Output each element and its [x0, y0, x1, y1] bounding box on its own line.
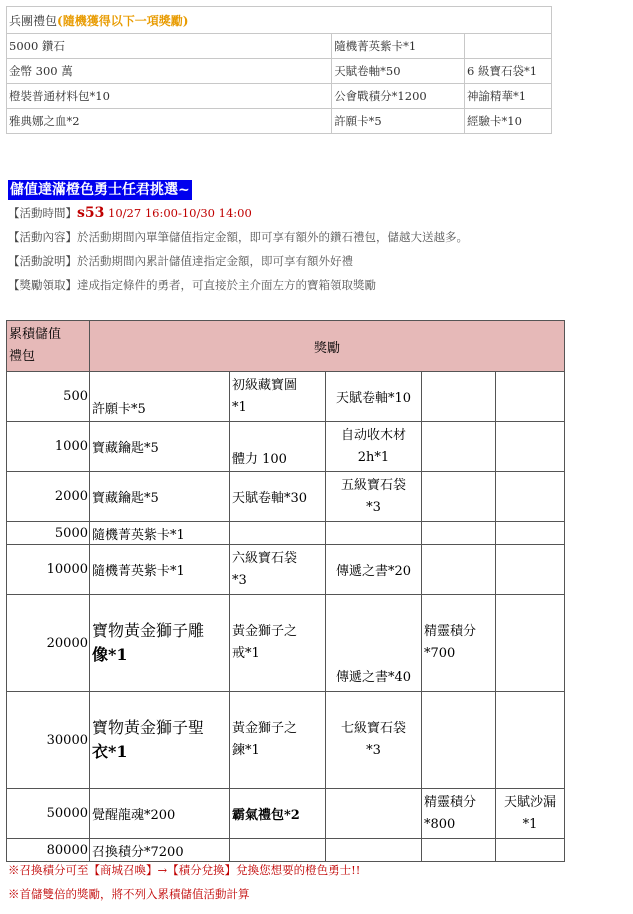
gift-cell: 隨機菁英紫卡*1	[332, 34, 465, 59]
amount-cell: 2000	[7, 472, 90, 522]
empty-cell	[422, 422, 496, 472]
gift-cell	[465, 34, 552, 59]
event-content-label: 【活動內容】	[8, 230, 77, 244]
reward-text: 六級寶石袋	[232, 550, 298, 566]
gift-cell: 經驗卡*10	[465, 109, 552, 134]
event-desc-text: 於活動期間內累計儲值達指定金額，即可享有額外好禮	[77, 254, 353, 268]
table-row	[7, 595, 565, 692]
gift-cell: 神諭精華*1	[465, 84, 552, 109]
reward-text: 自动收木材	[340, 427, 406, 443]
reward-cell	[230, 372, 326, 422]
reward-text: 2h*1	[357, 449, 390, 465]
amount-cell: 30000	[7, 692, 90, 789]
reward-header-row	[7, 321, 565, 372]
reward-cell: 天賦卷軸*30	[230, 472, 326, 522]
empty-cell	[496, 839, 565, 862]
gift-cell: 金幣 300 萬	[7, 59, 332, 84]
table-row	[7, 109, 552, 134]
reward-cell: 傳遞之書*40	[326, 595, 422, 692]
empty-cell	[422, 692, 496, 789]
gift-cell: 5000 鑽石	[7, 34, 332, 59]
empty-cell	[422, 545, 496, 595]
table-row	[7, 34, 552, 59]
table-row	[7, 522, 565, 545]
reward-cell: 傳遞之書*20	[326, 545, 422, 595]
reward-text: *3	[366, 499, 381, 515]
table-row	[7, 692, 565, 789]
event-time-label: 【活動時間】	[8, 206, 77, 220]
reward-text: 寶物黃金獅子聖	[92, 718, 205, 737]
event-content-line	[8, 230, 468, 245]
table-row	[7, 839, 565, 862]
reward-text: 像*1	[92, 645, 128, 664]
event-claim-label: 【獎勵領取】	[8, 278, 77, 292]
amount-cell: 500	[7, 372, 90, 422]
table-row	[7, 372, 565, 422]
footnote-summon-points: ※召換積分可至【商城召喚】→【積分兌換】兌換您想要的橙色勇士!!	[8, 863, 361, 877]
table-row	[7, 422, 565, 472]
header-reward-label: 獎勵	[90, 321, 565, 372]
empty-cell	[496, 522, 565, 545]
gift-title: 兵團禮包	[9, 13, 58, 28]
footnote-first-deposit: ※首儲雙倍的獎勵，將不列入累積儲值活動計算	[8, 887, 250, 901]
empty-cell	[230, 839, 326, 862]
empty-cell	[422, 839, 496, 862]
reward-cell: 體力 100	[230, 422, 326, 472]
reward-text: 鍊*1	[232, 743, 260, 758]
gift-title-row	[7, 7, 552, 34]
reward-cell: 隨機菁英紫卡*1	[90, 545, 230, 595]
event-time-line	[8, 206, 252, 221]
empty-cell	[496, 595, 565, 692]
empty-cell	[422, 472, 496, 522]
reward-cell	[326, 422, 422, 472]
event-claim-line	[8, 278, 376, 293]
table-row	[7, 84, 552, 109]
empty-cell	[496, 372, 565, 422]
reward-cell	[230, 692, 326, 789]
event-time-value: 10/27 16:00-10/30 14:00	[104, 206, 252, 220]
empty-cell	[326, 789, 422, 839]
reward-cell	[326, 472, 422, 522]
header-gift-label: 禮包	[9, 349, 36, 364]
reward-text: 精靈積分	[424, 624, 477, 639]
reward-text: 初級藏寶圖	[232, 377, 298, 393]
reward-cell: 召換積分*7200	[90, 839, 230, 862]
empty-cell	[496, 692, 565, 789]
header-accum-label: 累積儲值	[9, 327, 62, 342]
reward-cell	[496, 789, 565, 839]
empty-cell	[230, 522, 326, 545]
reward-text: 精靈積分	[424, 794, 477, 810]
reward-text: *800	[424, 816, 456, 832]
reward-cell: 許願卡*5	[90, 372, 230, 422]
event-claim-text: 達成指定條件的勇者，可直接於主介面左方的寶箱領取獎勵	[77, 278, 376, 292]
reward-cell	[230, 595, 326, 692]
reward-cell	[326, 692, 422, 789]
reward-cell: 隨機菁英紫卡*1	[90, 522, 230, 545]
amount-cell: 5000	[7, 522, 90, 545]
gift-cell: 雅典娜之血*2	[7, 109, 332, 134]
gift-title-note: (隨機獲得以下一項獎勵)	[57, 13, 189, 28]
gift-cell: 橙裝普通材料包*10	[7, 84, 332, 109]
table-row	[7, 545, 565, 595]
event-title: 儲值達滿橙色勇士任君挑選~	[10, 182, 190, 198]
reward-text: *700	[424, 646, 456, 661]
reward-text: 戒*1	[232, 646, 260, 661]
amount-cell: 1000	[7, 422, 90, 472]
event-time-server: s53	[77, 205, 105, 221]
amount-cell: 80000	[7, 839, 90, 862]
table-row	[7, 472, 565, 522]
reward-text: *1	[232, 399, 247, 415]
reward-cell	[422, 595, 496, 692]
reward-cell: 覺醒龍魂*200	[90, 789, 230, 839]
empty-cell	[326, 839, 422, 862]
amount-cell: 20000	[7, 595, 90, 692]
reward-text: 黃金獅子之	[232, 721, 298, 736]
gift-title-cell	[7, 7, 552, 34]
table-row	[7, 789, 565, 839]
reward-text: 五級寶石袋	[340, 477, 406, 493]
reward-cell: 霸氣禮包*2	[230, 789, 326, 839]
table-row	[7, 59, 552, 84]
reward-text: 七級寶石袋	[340, 721, 406, 736]
amount-cell: 50000	[7, 789, 90, 839]
empty-cell	[326, 522, 422, 545]
reward-text: 天賦沙漏	[504, 794, 557, 810]
empty-cell	[422, 522, 496, 545]
event-desc-line	[8, 254, 353, 269]
reward-text: 黃金獅子之	[232, 624, 298, 639]
empty-cell	[496, 422, 565, 472]
gift-cell: 公會戰積分*1200	[332, 84, 465, 109]
header-accum-cell	[7, 321, 90, 372]
gift-cell: 天賦卷軸*50	[332, 59, 465, 84]
reward-cell: 寶藏鑰匙*5	[90, 472, 230, 522]
gift-table	[6, 6, 552, 134]
reward-text: 衣*1	[92, 742, 128, 761]
reward-cell: 寶藏鑰匙*5	[90, 422, 230, 472]
empty-cell	[422, 372, 496, 422]
reward-table	[6, 320, 565, 862]
reward-cell: 天賦卷軸*10	[326, 372, 422, 422]
event-desc-label: 【活動說明】	[8, 254, 77, 268]
empty-cell	[496, 472, 565, 522]
reward-cell	[230, 545, 326, 595]
gift-cell: 6 級寶石袋*1	[465, 59, 552, 84]
empty-cell	[496, 545, 565, 595]
reward-text: *3	[366, 743, 381, 758]
gift-cell: 許願卡*5	[332, 109, 465, 134]
reward-cell	[90, 595, 230, 692]
reward-text: 寶物黃金獅子雕	[92, 621, 205, 640]
reward-cell	[90, 692, 230, 789]
amount-cell: 10000	[7, 545, 90, 595]
event-content-text: 於活動期間內單筆儲值指定金額，即可享有額外的鑽石禮包，儲越大送越多。	[77, 230, 468, 244]
reward-cell	[422, 789, 496, 839]
reward-text: *3	[232, 572, 247, 588]
reward-text: *1	[522, 816, 538, 832]
